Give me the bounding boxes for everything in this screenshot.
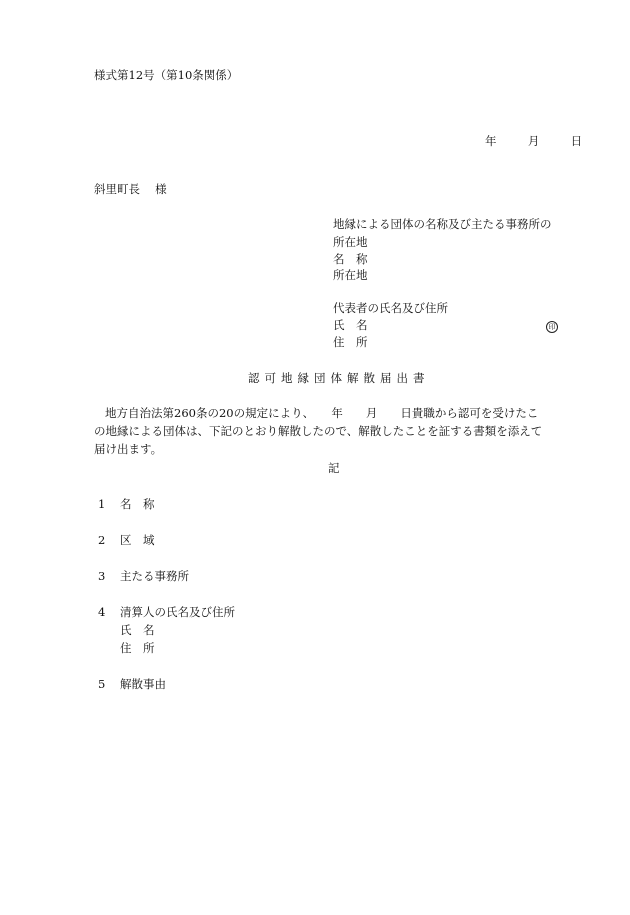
representative-title: 代表者の氏名及び住所 xyxy=(333,301,448,315)
item-number: 4 xyxy=(98,605,106,619)
liquidator-name-label: 氏 名 xyxy=(120,623,155,637)
item-3 xyxy=(98,571,189,583)
item-number: 1 xyxy=(98,497,106,511)
liquidator-address-label: 住 所 xyxy=(120,641,155,655)
item-2 xyxy=(98,535,155,547)
body-paragraph: 地方自治法第260条の20の規定により、 年 月 日貴職から認可を受けたこの地縁による団体は、下記のとおり解散したので、解散したことを証する書類を添えて届け出ます。 xyxy=(94,406,543,456)
item-5 xyxy=(98,679,166,691)
ki-heading: 記 xyxy=(328,461,340,475)
applicant-location-label: 所在地 xyxy=(333,268,368,282)
representative-name-label: 氏 名 xyxy=(333,318,368,332)
document-title: 認可地縁団体解散届出書 xyxy=(248,371,430,385)
addressee: 斜里町長 様 xyxy=(94,182,167,196)
date-year: 年 xyxy=(485,134,497,148)
item-label: 名 称 xyxy=(120,497,155,511)
item-label: 解散事由 xyxy=(120,677,166,691)
applicant-name-label: 名 称 xyxy=(333,252,368,266)
date-line xyxy=(485,136,582,148)
item-label: 清算人の氏名及び住所 xyxy=(120,605,235,619)
item-number: 3 xyxy=(98,569,106,583)
item-label: 区 域 xyxy=(120,533,155,547)
item-number: 5 xyxy=(98,677,106,691)
date-month: 月 xyxy=(527,134,540,148)
date-day: 日 xyxy=(570,134,583,148)
applicant-title-line2: 所在地 xyxy=(333,235,368,249)
item-label: 主たる事務所 xyxy=(120,569,189,583)
item-1 xyxy=(98,499,155,511)
item-number: 2 xyxy=(98,533,106,547)
form-number: 様式第12号（第10条関係） xyxy=(94,68,239,82)
seal-icon: 印 xyxy=(546,320,558,333)
applicant-title-line1: 地縁による団体の名称及び主たる事務所の xyxy=(333,217,552,231)
representative-address-label: 住 所 xyxy=(333,335,368,349)
item-4 xyxy=(98,607,235,619)
